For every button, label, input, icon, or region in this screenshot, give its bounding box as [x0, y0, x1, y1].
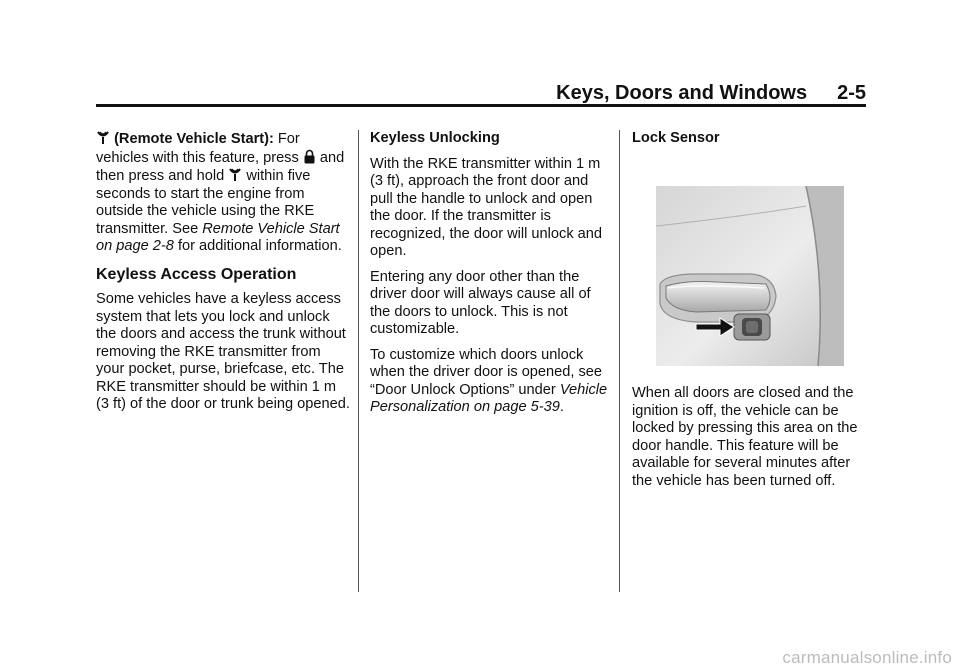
- cross-reference: Remote Vehicle Start on page 2-8: [96, 220, 340, 254]
- remote-start-text: and then press and hold: [96, 149, 345, 184]
- page-header: [96, 80, 866, 106]
- section-title: Keyless Access Operation: [96, 265, 297, 283]
- paragraph: [370, 347, 610, 417]
- cross-reference: Vehicle Personalization on page 5-39: [370, 381, 608, 415]
- paragraph-text: To customize which doors unlock when the driver door is opened, see “Door Unlock Options” under: [370, 346, 603, 398]
- column-divider: [358, 130, 359, 592]
- subheading: Lock Sensor: [632, 130, 720, 146]
- remote-start-text: For vehicles with this feature, press: [96, 131, 300, 166]
- subheading: Keyless Unlocking: [370, 130, 500, 146]
- section-body: Some vehicles have a keyless access system that lets you lock and unlock the doors and access the trunk without removing the RKE transmitter from your pocket, purse, briefcase, etc. The RKE transmitter should be within 1 m (3 ft) of the door or trunk being opened.: [96, 291, 350, 412]
- remote-start-text: for additional information.: [177, 238, 342, 254]
- paragraph: With the RKE transmitter within 1 m (3 ft), approach the front door and pull the handle to unlock and open the door. If the transmitter is recognized, the door will unlock and open.: [370, 155, 603, 259]
- page-number: 2-5: [837, 81, 866, 104]
- column-divider: [619, 130, 620, 592]
- door-handle-figure: [656, 186, 844, 366]
- remote-start-icon: [96, 130, 110, 145]
- header-title: Keys, Doors and Windows: [556, 81, 808, 104]
- lock-icon: [303, 149, 316, 164]
- header-rule: [96, 104, 866, 107]
- paragraph-text: .: [559, 399, 564, 415]
- watermark: carmanualsonline.info: [782, 648, 952, 667]
- remote-start-text: within five seconds to start the engine from outside the vehicle using the RKE transmitter. See: [96, 168, 315, 237]
- column-2: [370, 130, 610, 425]
- paragraph: When all doors are closed and the ignition is off, the vehicle can be locked by pressing this area on the door handle. This feature will be available for several minutes after the vehicle has been turned off.: [632, 385, 858, 489]
- remote-start-icon: [228, 167, 242, 182]
- paragraph: Entering any door other than the driver door will always cause all of the doors to unlock. This is not customizable.: [370, 268, 591, 337]
- column-3: [632, 130, 872, 498]
- column-1: [96, 130, 352, 422]
- remote-start-paragraph: [96, 130, 352, 256]
- remote-start-label: (Remote Vehicle Start):: [114, 131, 274, 147]
